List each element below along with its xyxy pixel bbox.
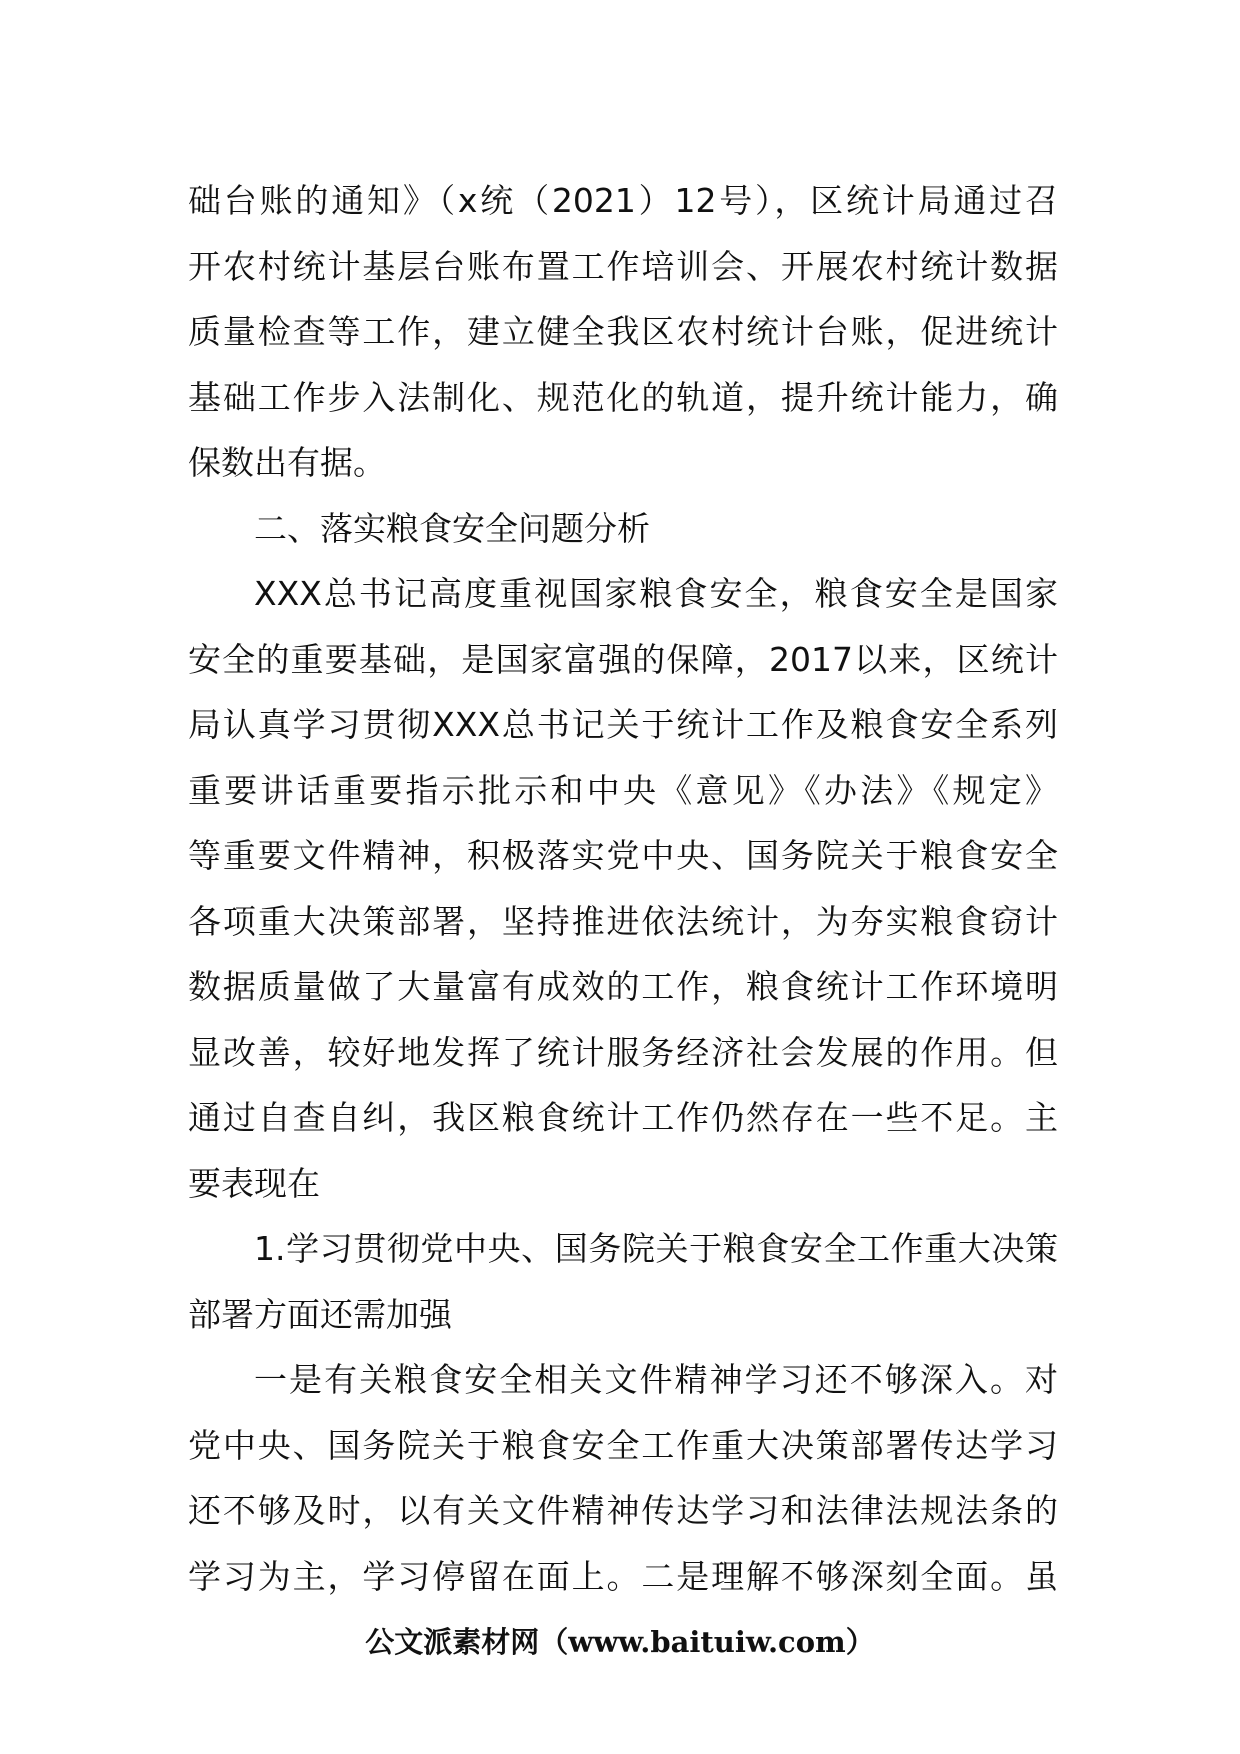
footer-watermark: 公文派素材网（www.baituiw.com）: [365, 1625, 875, 1659]
text-line: 二、落实粮食安全问题分析: [254, 508, 650, 548]
text-line: 各项重大决策部署，坚持推进依法统计，为夯实粮食窃计: [188, 901, 1058, 941]
text-line: 安全的重要基础，是国家富强的保障，2017以来，区统计: [188, 639, 1058, 679]
text-line: 一是有关粮食安全相关文件精神学习还不够深入。对: [254, 1360, 1058, 1399]
text-line: 数据质量做了大量富有成效的工作，粮食统计工作环境明: [188, 967, 1058, 1006]
text-line: XXX总书记高度重视国家粮食安全，粮食安全是国家: [254, 574, 1058, 613]
document-body: [188, 168, 1058, 1609]
text-line: 1.学习贯彻党中央、国务院关于粮食安全工作重大决策: [254, 1229, 1058, 1268]
text-line: 质量检查等工作，建立健全我区农村统计台账，促进统计: [188, 312, 1058, 351]
text-line: 等重要文件精神，积极落实党中央、国务院关于粮食安全: [188, 836, 1058, 875]
text-line: 党中央、国务院关于粮食安全工作重大决策部署传达学习: [188, 1425, 1058, 1465]
text-line: 通过自查自纠，我区粮食统计工作仍然存在一些不足。主: [188, 1098, 1058, 1137]
text-line: 还不够及时，以有关文件精神传达学习和法律法规法条的: [188, 1491, 1058, 1530]
text-line: 基础工作步入法制化、规范化的轨道，提升统计能力，确: [188, 377, 1058, 417]
text-line: 开农村统计基层台账布置工作培训会、开展农村统计数据: [188, 246, 1058, 286]
text-line: 局认真学习贯彻XXX总书记关于统计工作及粮食安全系列: [188, 705, 1058, 744]
text-line: 要表现在: [188, 1163, 320, 1203]
text-line: 重要讲话重要指示批示和中央《意见》《办法》《规定》: [188, 770, 1058, 810]
text-line: 学习为主，学习停留在面上。二是理解不够深刻全面。虽: [188, 1556, 1058, 1596]
text-line: 部署方面还需加强: [188, 1294, 452, 1334]
text-line: 础台账的通知》（x统（2021）12号），区统计局通过召: [188, 181, 1058, 220]
text-line: 保数出有据。: [188, 443, 386, 482]
text-line: 显改善，较好地发挥了统计服务经济社会发展的作用。但: [188, 1032, 1058, 1072]
